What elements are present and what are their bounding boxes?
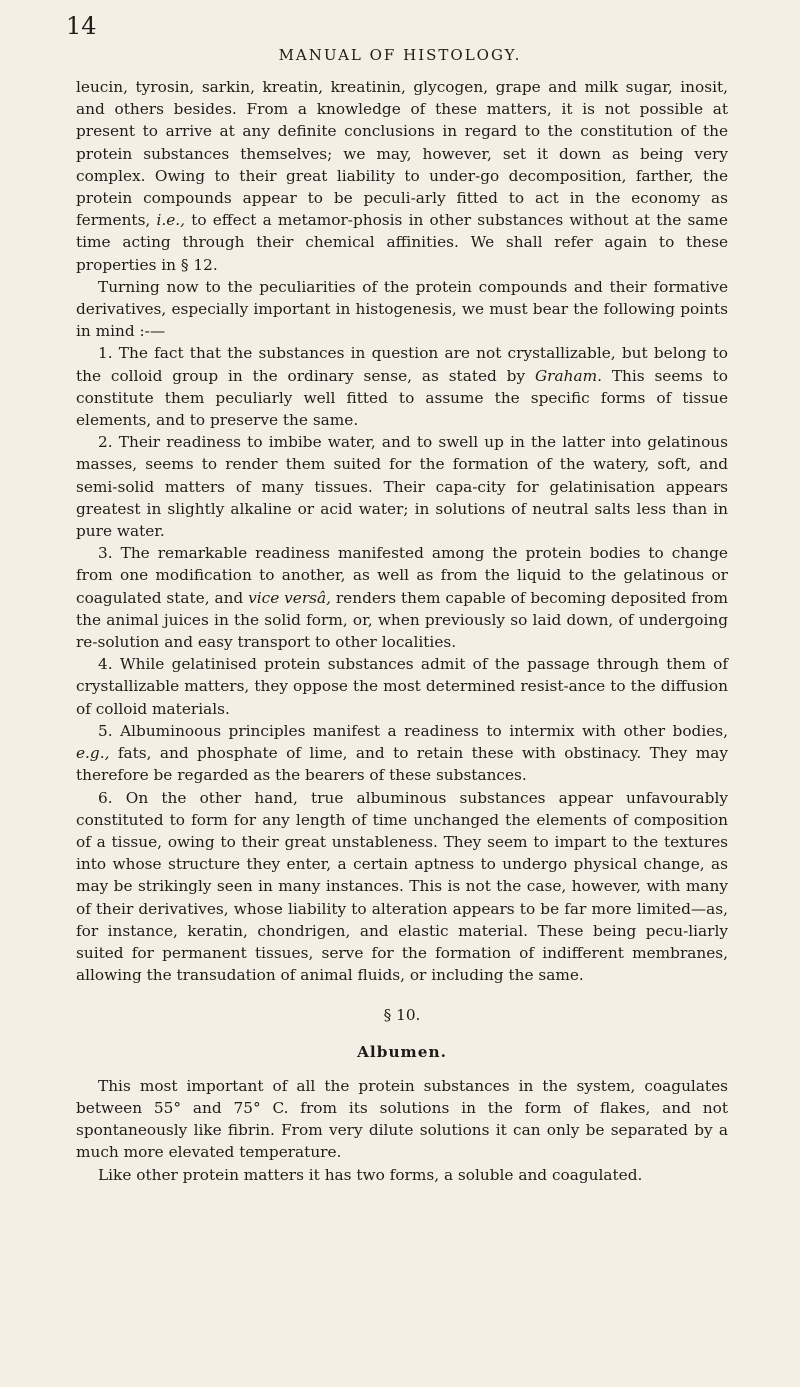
running-title: MANUAL OF HISTOLOGY. bbox=[278, 46, 522, 64]
paragraph-text: 5. Albuminoous principles manifest a readiness to intermix with other bodies, bbox=[98, 721, 728, 740]
paragraph: 6. On the other hand, true albuminous substances appear unfavourably constituted to form for any length of time unchanged the elements of composition of a tissue, owing to their great unstableness. They seem to impart to the textures into whose structure they enter, a certain aptness to undergo physical change, as may be strikingly seen in many instances. This is not the case, however, with many of their derivatives, whose liability to alteration appears to be far more limited—as, for instance, keratin, chondrigen, and elastic material. These being pecu-liarly suited for permanent tissues, serve for the formation of indifferent membranes, allowing the transudation of animal fluids, or including the same. bbox=[76, 788, 728, 985]
paragraph-text: to effect a metamor-phosis in other substances without at the same time acting through their chemical affinities. We shall refer again to these properties in § 12. bbox=[76, 211, 728, 274]
author-name: Graham. bbox=[534, 366, 602, 385]
paragraph bbox=[76, 76, 728, 276]
italic-phrase: vice versâ, bbox=[248, 588, 331, 607]
paragraph: Turning now to the peculiarities of the protein compounds and their formative derivatives, especially important in histogenesis, we must bear the following points in mind :-— bbox=[76, 277, 728, 341]
page-number: 14 bbox=[66, 12, 97, 40]
paragraph bbox=[76, 720, 728, 787]
paragraph-text: This seems to constitute them peculiarly well fitted to assume the specific forms of tissue elements, and to preserve the same. bbox=[76, 366, 728, 430]
paragraph: 4. While gelatinised protein substances admit of the passage through them of crystallizable matters, they oppose the most determined resist-ance to the diffusion of colloid materials. bbox=[76, 655, 728, 718]
paragraph-text: renders them capable of becoming deposited from the animal juices in the solid form, or, when previously so laid down, of undergoing re-solution and easy transport to other localities. bbox=[76, 588, 728, 652]
section-mark: § 10. bbox=[383, 1006, 421, 1025]
paragraph-text: 3. The remarkable readiness manifested among the protein bodies to change from one modification to another, as well as from the liquid to the gelatinous or coagulated state, and bbox=[76, 544, 728, 607]
paragraph: 2. Their readiness to imbibe water, and to swell up in the latter into gelatinous masses, seems to render them suited for the formation of the watery, soft, and semi-solid matters of many tissues. Their capa-city for gelatinisation appears greatest in slightly alkaline or acid water; in solutions of neutral salts less than in pure water. bbox=[76, 433, 728, 541]
paragraph bbox=[76, 342, 728, 431]
page-body bbox=[76, 76, 728, 1186]
paragraph-text: 1. The fact that the substances in question are not crystallizable, but belong to the colloid group in the ordinary sense, as stated by bbox=[76, 344, 728, 385]
paragraph bbox=[76, 542, 728, 653]
paragraph: Like other protein matters it has two forms, a soluble and coagulated. bbox=[98, 1165, 643, 1184]
paragraph-text: leucin, tyrosin, sarkin, kreatin, kreatinin, glycogen, grape and milk sugar, inosit, and others besides. From a knowledge of these matters, it is not possible at present to arrive at any definite conclusions in regard to the constitution of the protein substances themselves; we may, however, set it down as being very complex. Owing to their great liability to under-go decomposition, farther, the protein compounds appear to be peculi-arly fitted to act in the economy as ferments, bbox=[76, 78, 728, 230]
paragraph: This most important of all the protein substances in the system, coagulates between 55° and 75° C. from its solutions in the form of flakes, and not spontaneously like fibrin. From very dilute solutions it can only be separated by a much more elevated temperature. bbox=[76, 1076, 728, 1162]
section-title: Albumen. bbox=[357, 1042, 447, 1061]
italic-abbrev: e.g., bbox=[76, 744, 110, 763]
paragraph-text: fats, and phosphate of lime, and to retain these with obstinacy. They may therefore be regarded as the bearers of these substances. bbox=[76, 744, 728, 785]
italic-abbrev: i.e., bbox=[156, 211, 186, 230]
